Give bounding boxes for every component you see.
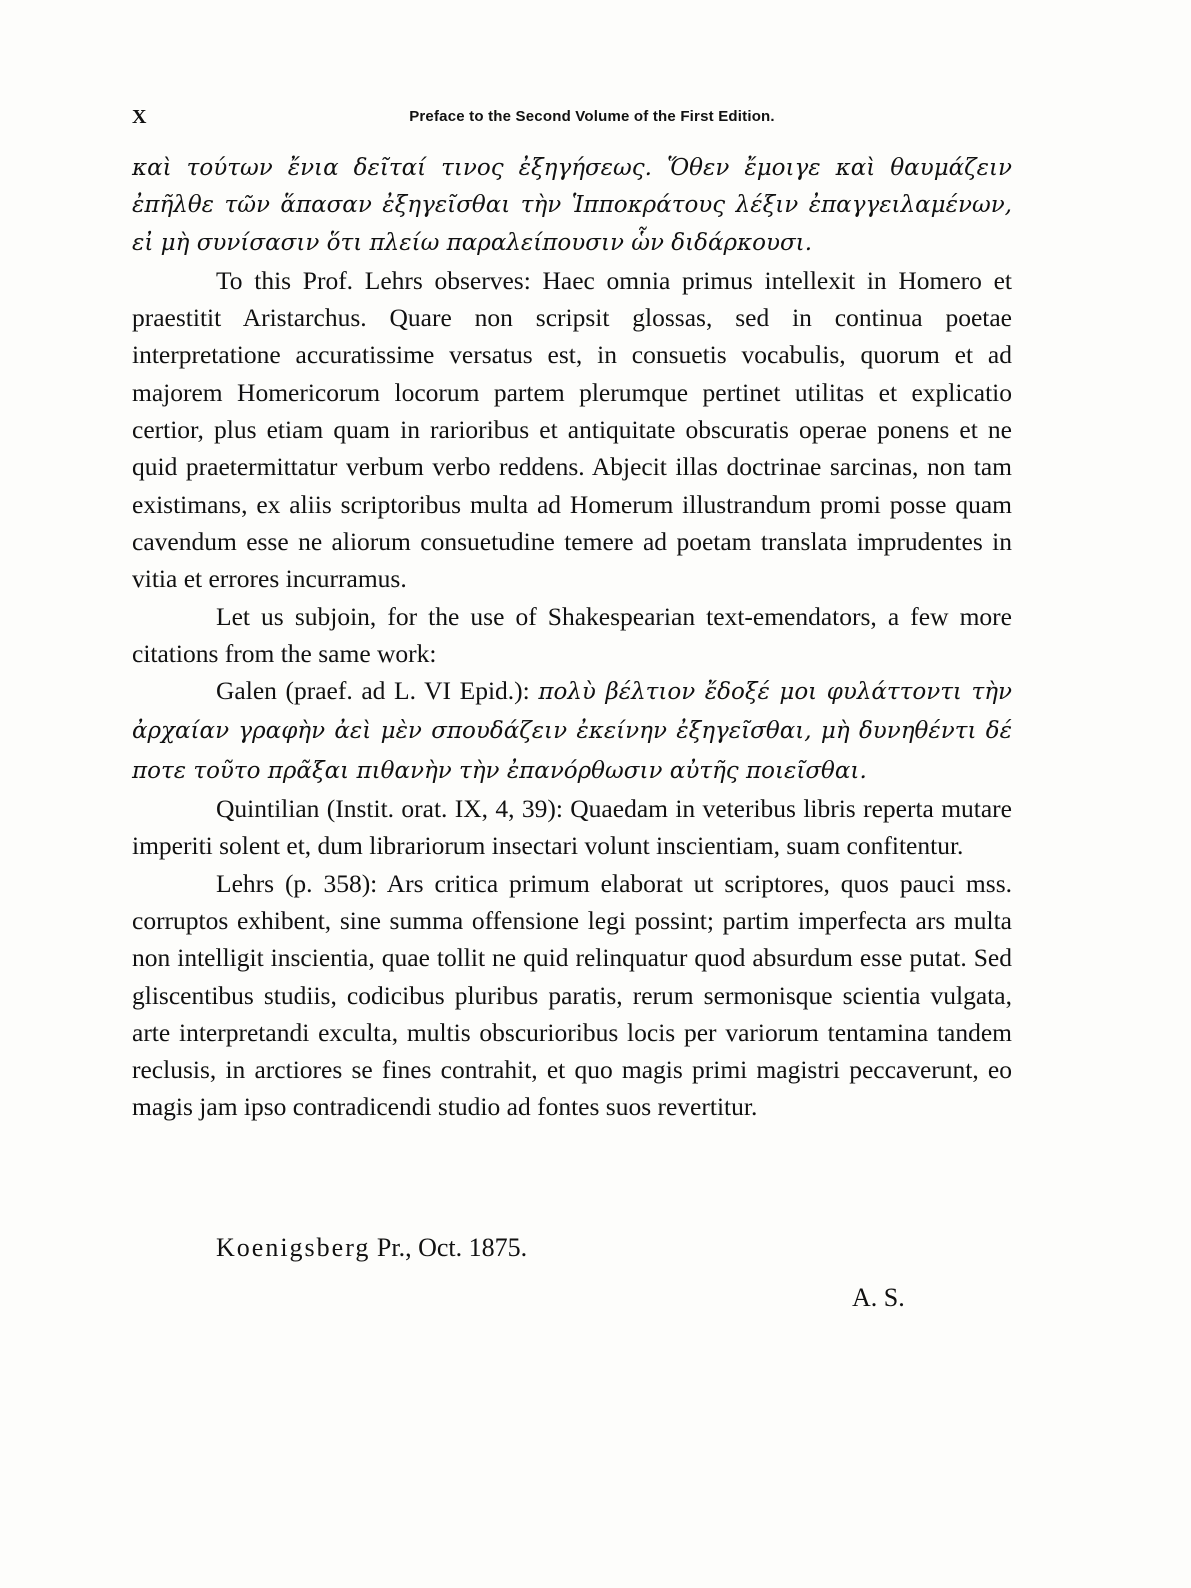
running-head: Preface to the Second Volume of the First Edition. xyxy=(409,108,775,125)
signoff-place-date xyxy=(216,1233,527,1263)
signoff-initials: A. S. xyxy=(852,1283,905,1312)
paragraph-galen-quote xyxy=(132,672,1012,790)
page-number: X xyxy=(132,106,147,128)
galen-citation: Galen (praef. ad L. VI Epid.): xyxy=(216,676,539,706)
galen-greek-text: πολὺ βέλτιον ἔδοξέ μοι φυλάττοντι τὴν ἀρχαίαν γραφὴν ἀεὶ μὲν σπουδάζειν ἐκείνην ἐξηγεῖσθαι, μὴ δυνηθέντι δέ ποτε τοῦτο πρᾶξαι πιθανὴν τὴν ἐπανόρθωσιν αὐτῆς ποιεῖσθαι. xyxy=(132,679,1012,784)
paragraph-citations-intro: Let us subjoin, for the use of Shakespearian text-emendators, a few more citations from the same work: xyxy=(132,601,1012,668)
signoff-place: Koenigsberg xyxy=(216,1233,371,1262)
page-body xyxy=(132,150,1012,1126)
paragraph-quintilian-quote: Quintilian (Instit. orat. IX, 4, 39): Quaedam in veteribus libris reperta mutare imperiti solent et, dum librariorum insectari volunt inscientiam, suam confitentur. xyxy=(132,794,1012,861)
signoff-date: Pr., Oct. 1875. xyxy=(370,1233,528,1262)
paragraph-lehrs-quote: Lehrs (p. 358): Ars critica primum elaborat ut scriptores, quos pauci mss. corruptos exhibent, sine summa offensione legi possint; partim imperfecta ars multa non intelligit inscientia, quae tollit ne quid relinquatur quod absurdum esse putat. Sed gliscentibus studiis, codicibus pluribus paratis, rerum sermonisque scientia vulgata, arte interpretandi exculta, multis obscurioribus locis per variorum tentamina tandem reclusis, in arctiores se fines contrahit, et quo magis primi magistri peccaverunt, eo magis jam ipso contradicendi studio ad fontes suos revertitur. xyxy=(132,868,1012,1122)
page-header xyxy=(132,106,1012,136)
paragraph-lehrs-observation: To this Prof. Lehrs observes: Haec omnia primus intellexit in Homero et praestitit Aristarchus. Quare non scripsit glossas, sed in continua poetae interpretatione accuratissime versatus est, in consuetis vocabulis, quorum et ad majorem Homericorum locorum partem plerumque pertinet utilitas et explicatio certior, plus etiam quam in rarioribus et antiquitate obscuratis operae ponens et ne quid praetermittatur verbum verbo reddens. Abjecit illas doctrinae sarcinas, non tam existimans, ex aliis scriptoribus multa ad Homerum illustrandum promi posse quam cavendum esse ne aliorum consuetudine temere ad poetam translata imprudentes in vitia et errores incurramus. xyxy=(132,265,1012,594)
greek-passage-continuation: καὶ τούτων ἔνια δεῖταί τινος ἐξηγήσεως. Ὅθεν ἔμοιγε καὶ θαυμάζειν ἐπῆλθε τῶν ἅπασαν ἐξηγεῖσθαι τὴν Ἱπποκράτους λέξιν ἐπαγγειλαμένων, εἰ μὴ συνίσασιν ὅτι πλείω παραλείπουσιν ὧν διδάρκουσι. xyxy=(132,155,1012,256)
